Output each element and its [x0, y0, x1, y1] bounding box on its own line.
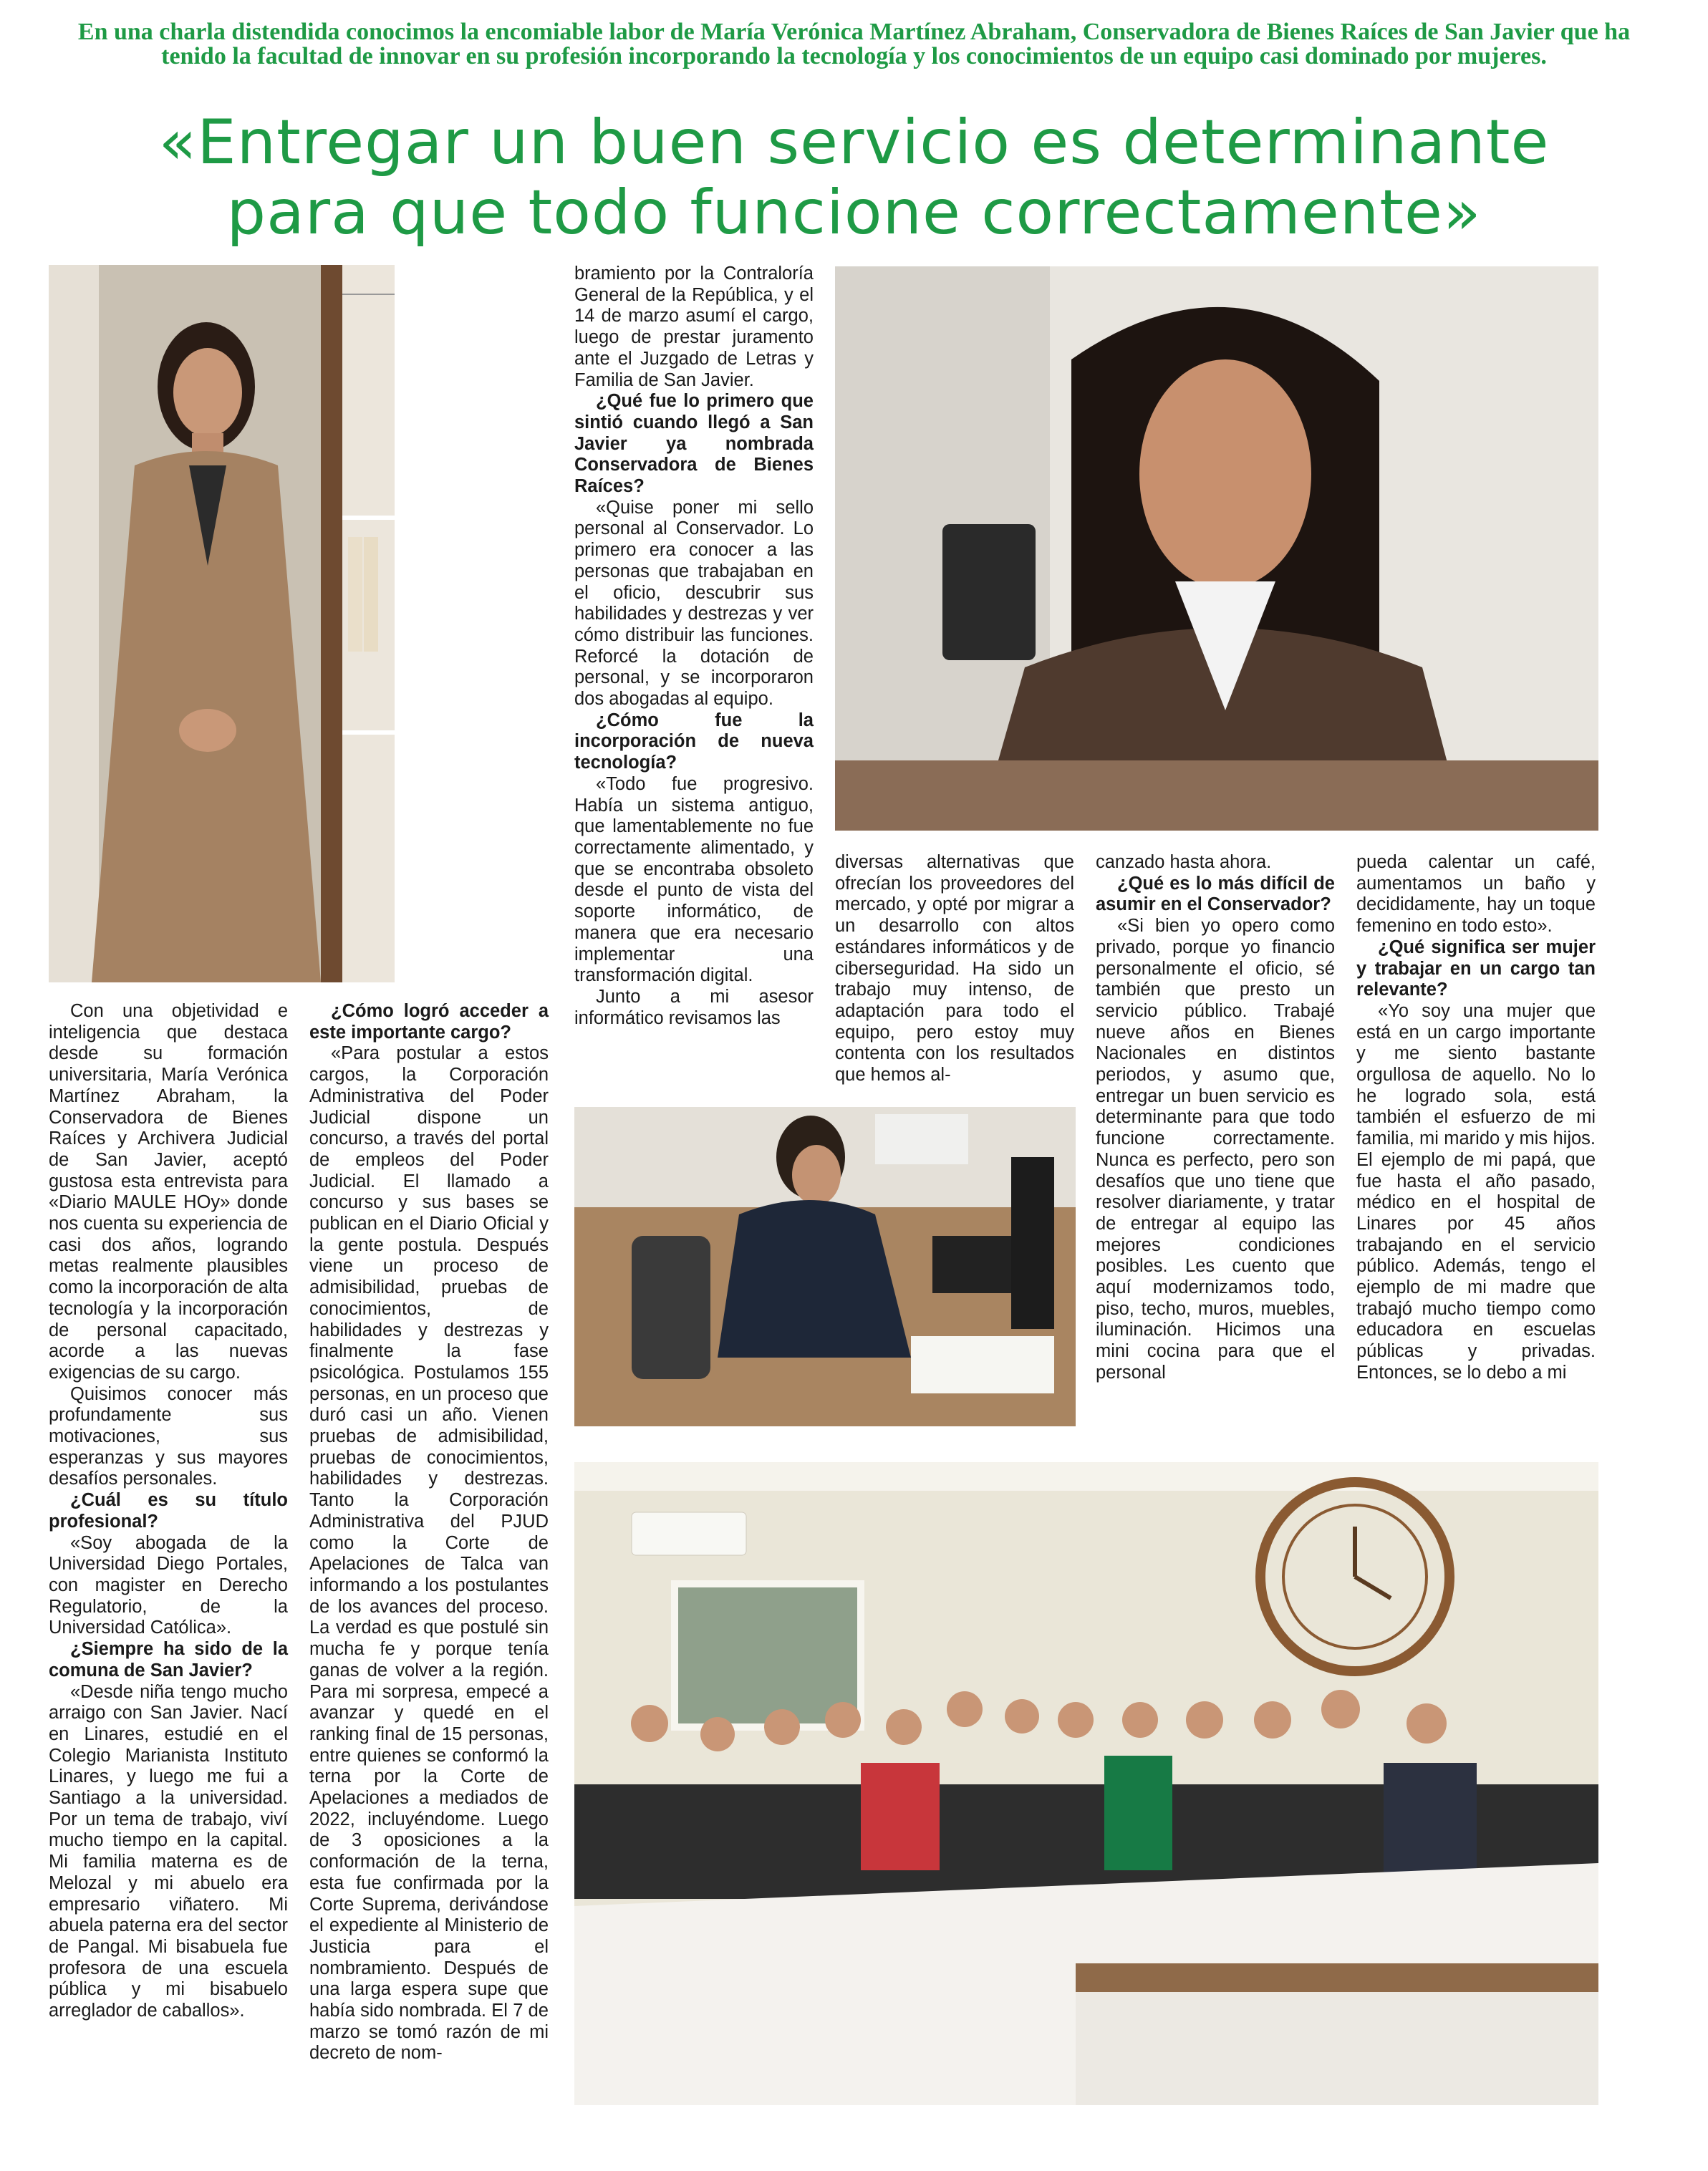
article-intro: En una charla distendida conocimos la encomiable labor de María Verónica Martínez Abraham, Conservadora de Bienes Raíces de San Javier que ha tenido la facultad de innovar en su profesión incorporando la tecnología y los conocimientos de un equipo casi dominado por mujeres. — [77, 19, 1631, 69]
col3-answer-0: bramiento por la Contraloría General de la República, y el 14 de marzo asumí el cargo, luego de prestar juramento ante el Juzgado de Letras y Familia de San Javier. — [574, 263, 814, 390]
col5-answer-0: canzado hasta ahora. — [1096, 852, 1272, 872]
column-1 — [49, 1001, 288, 2022]
column-4 — [835, 852, 1074, 1086]
col3-answer-2: «Todo fue progresivo. Había un sistema antiguo, que lamentablemente no fue correctamente alimentado, y que se encontraba obsoleto desde el punto de vista del soporte informático, de manera que era necesario implementar una transformación digital. — [574, 773, 814, 986]
column-5 — [1096, 852, 1335, 1384]
photo-man-at-computer — [574, 1107, 1076, 1426]
headline-line-1: «Entregar un buen servicio es determinante — [158, 107, 1550, 178]
col2-question: ¿Cómo logró acceder a este importante cargo? — [309, 1001, 549, 1043]
col3-question-1: ¿Qué fue lo primero que sintió cuando llegó a San Javier ya nombrada Conservadora de Bienes Raíces? — [574, 391, 814, 497]
col1-question-2: ¿Siempre ha sido de la comuna de San Javier? — [49, 1639, 288, 1681]
col1-answer-2: «Desde niña tengo mucho arraigo con San Javier. Nací en Linares, estudié en el Colegio Marianista Instituto Linares, y luego me fui a Santiago a la universidad. Por un tema de trabajo, viví mucho tiempo en la capital. Mi familia materna es de Melozal y mi abuelo era empresario viñatero. Mi abuela paterna era del sector de Pangal. Mi bisabuela fue profesora de una escuela pública y mi bisabuelo arreglador de caballos». — [49, 1681, 288, 2021]
column-2 — [309, 1001, 549, 2064]
photo-team-group — [574, 1462, 1598, 2105]
col3-answer-3: Junto a mi asesor informático revisamos las — [574, 986, 814, 1028]
col3-question-2: ¿Cómo fue la incorporación de nueva tecnología? — [574, 710, 814, 773]
photo-seated-portrait — [835, 266, 1598, 831]
col5-answer: «Si bien yo opero como privado, porque yo financio personalmente el oficio, sé también que presto un servicio público. Trabajé nueve años en Bienes Nacionales en distintos periodos, y asumo que, entregar un buen servicio es determinante para que todo funcione correctamente. Nunca es perfecto, pero son desafíos que uno tiene que resolver diariamente, y tratar de entregar al equipo las mejores condiciones posibles. Les cuento que aquí modernizamos todo, piso, techo, muros, muebles, iluminación. Hicimos una mini cocina para que el personal — [1096, 916, 1335, 1383]
column-3 — [574, 263, 814, 1029]
col1-paragraph-intro: Con una objetividad e inteligencia que destaca desde su formación universitaria, María Verónica Martínez Abraham, la Conservadora de Bienes Raíces y Archivera Judicial de San Javier, aceptó gustosa esta entrevista para «Diario MAULE HOy» donde nos cuenta su experiencia de casi dos años, logrando metas realmente plausibles como la incorporación de alta tecnología y la incorporación de personal capacitado, acorde a las nuevas exigencias de su cargo. — [49, 1001, 288, 1383]
col2-answer: «Para postular a estos cargos, la Corporación Administrativa del Poder Judicial dispone un concurso, a través del portal de empleos del Poder Judicial. El llamado a concurso y sus bases se publican en el Diario Oficial y la gente postula. Después viene un proceso de admisibilidad, pruebas de conocimientos, de habilidades y destrezas y finalmente la fase psicológica. Postulamos 155 personas, en un proceso que duró casi un año. Vienen pruebas de admisibilidad, pruebas de conocimientos, habilidades y destrezas. Tanto la Corporación Administrativa del PJUD como la Corte de Apelaciones de Talca van informando a los postulantes de los avances del proceso. La verdad es que postulé sin mucha fe y porque tenía ganas de volver a la región. Para mi sorpresa, empecé a avanzar y quedé en el ranking final de 15 personas, entre quienes se conformó la terna por la Corte de Apelaciones a mediados de 2022, incluyéndome. Luego de 3 oposiciones a la conformación de la terna, esta fue confirmada por la Corte Suprema, derivándose el expediente al Ministerio de Justicia para el nombramiento. Después de una larga espera supe que había sido nombrada. El 7 de marzo se tomó razón de mi decreto de nom- — [309, 1043, 549, 2064]
col1-paragraph-2: Quisimos conocer más profundamente sus motivaciones, sus esperanzas y sus mayores desafíos personales. — [49, 1383, 288, 1489]
col1-answer-1: «Soy abogada de la Universidad Diego Portales, con magister en Derecho Regulatorio, de la Universidad Católica». — [49, 1532, 288, 1638]
col6-question: ¿Qué significa ser mujer y trabajar en un cargo tan relevante? — [1356, 937, 1596, 1000]
article-headline — [43, 107, 1665, 248]
col6-answer-0: pueda calentar un café, aumentamos un baño y decididamente, hay un toque femenino en todo esto». — [1356, 852, 1596, 937]
col5-question: ¿Qué es lo más difícil de asumir en el Conservador? — [1096, 873, 1335, 915]
col6-answer: «Yo soy una mujer que está en un cargo importante y me siento bastante orgullosa de aquello. No lo he logrado sola, está también el esfuerzo de mi familia, mi marido y mis hijos. El ejemplo de mi papá, que fue hasta el año pasado, médico en el hospital de Linares por 45 años trabajando en el servicio público. Además, tengo el ejemplo de mi madre que trabajó mucho tiempo como educadora en escuelas públicas y privadas. Entonces, se lo debo a mi — [1356, 1000, 1596, 1383]
column-6 — [1356, 852, 1596, 1384]
photo-standing-portrait — [49, 265, 395, 982]
headline-line-2: para que todo funcione correctamente» — [226, 177, 1482, 248]
col3-answer-1: «Quise poner mi sello personal al Conservador. Lo primero era conocer a las personas que trabajaban en el oficio, descubrir sus habilidades y destrezas y ver cómo distribuir las funciones. Reforcé la dotación de personal, y se incorporaron dos abogadas al equipo. — [574, 497, 814, 710]
col4-answer: diversas alternativas que ofrecían los proveedores del mercado, y opté por migrar a un desarrollo con altos estándares informáticos y de ciberseguridad. Ha sido un trabajo muy intenso, de adaptación para todo el equipo, pero estoy muy contenta con los resultados que hemos al- — [835, 852, 1074, 1086]
col1-question-1: ¿Cuál es su título profesional? — [49, 1490, 288, 1532]
